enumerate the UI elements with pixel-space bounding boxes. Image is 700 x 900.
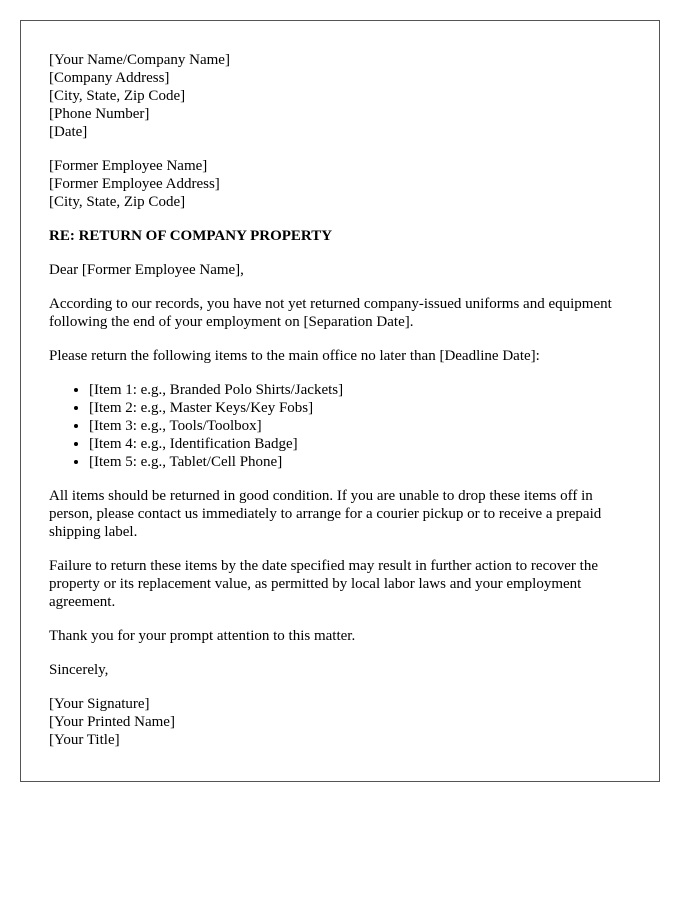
- recipient-name: [Former Employee Name]: [49, 158, 208, 174]
- valediction: Sincerely,: [49, 662, 109, 678]
- sender-address: [Company Address]: [49, 70, 170, 86]
- list-item: • [Item 4: e.g., Identification Badge]: [89, 435, 631, 453]
- thanks-paragraph: Thank you for your prompt attention to this matter.: [49, 628, 356, 644]
- intro-paragraph: According to our records, you have not yet returned company-issued uniforms and equipment following the end of your employment on [Separation Date].: [49, 296, 612, 330]
- salutation: Dear [Former Employee Name],: [49, 262, 244, 278]
- condition-paragraph: All items should be returned in good condition. If you are unable to drop these items off in person, please contact us immediately to arrange for a courier pickup or to receive a prepaid shipping label.: [49, 488, 602, 540]
- subject-line: RE: RETURN OF COMPANY PROPERTY: [49, 228, 333, 244]
- list-item: • [Item 1: e.g., Branded Polo Shirts/Jackets]: [89, 381, 631, 399]
- sender-phone: [Phone Number]: [49, 106, 150, 122]
- recipient-address: [Former Employee Address]: [49, 176, 220, 192]
- sender-name: [Your Name/Company Name]: [49, 52, 230, 68]
- list-item: • [Item 5: e.g., Tablet/Cell Phone]: [89, 453, 631, 471]
- signature-block: [49, 695, 631, 749]
- sender-title: [Your Title]: [49, 732, 120, 748]
- consequence-paragraph: Failure to return these items by the date specified may result in further action to recover the property or its replacement value, as permitted by local labor laws and your employment agreement.: [49, 558, 598, 610]
- item-list: [49, 381, 631, 471]
- list-item: • [Item 3: e.g., Tools/Toolbox]: [89, 417, 631, 435]
- recipient-city-state-zip: [City, State, Zip Code]: [49, 194, 186, 210]
- letter-page: [20, 20, 660, 782]
- printed-name: [Your Printed Name]: [49, 714, 175, 730]
- letter-date: [Date]: [49, 124, 88, 140]
- sender-city-state-zip: [City, State, Zip Code]: [49, 88, 186, 104]
- request-paragraph: Please return the following items to the main office no later than [Deadline Date]:: [49, 348, 540, 364]
- signature-placeholder: [Your Signature]: [49, 696, 150, 712]
- sender-block: [49, 51, 631, 141]
- list-item: • [Item 2: e.g., Master Keys/Key Fobs]: [89, 399, 631, 417]
- recipient-block: [49, 157, 631, 211]
